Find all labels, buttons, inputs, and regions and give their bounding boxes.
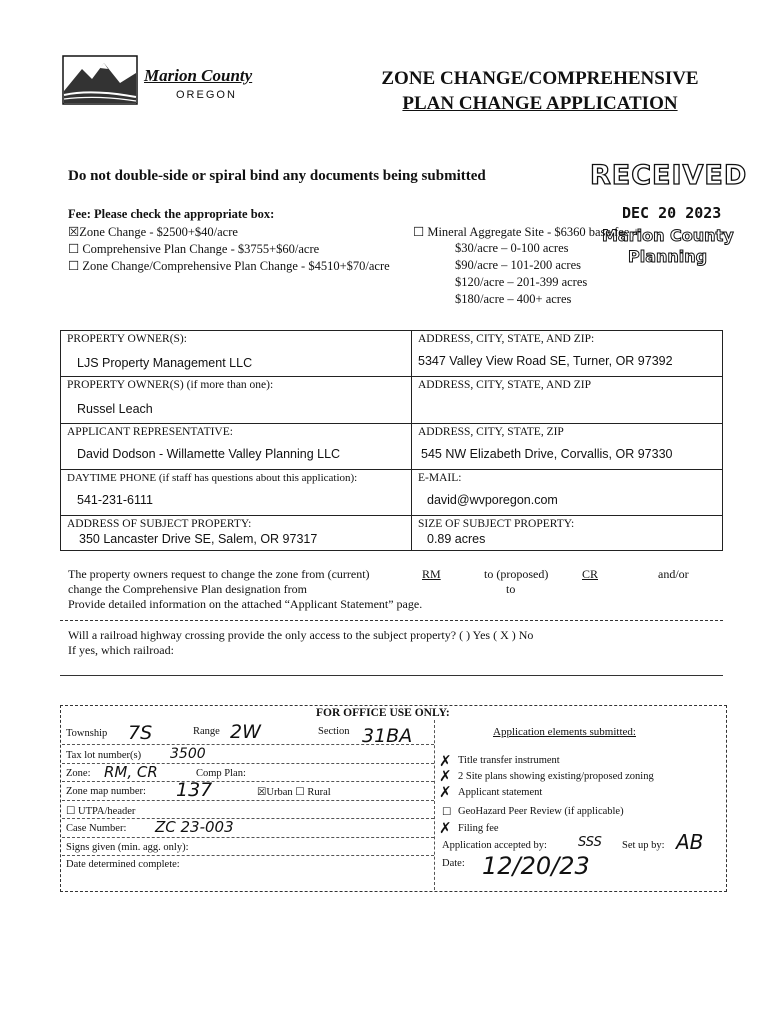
office-use-title: FOR OFFICE USE ONLY: [316,707,450,719]
setup-by-label: Set up by: [622,840,665,851]
accepted-by-label: Application accepted by: [442,840,547,851]
element-item[interactable]: Applicant statement [458,787,543,798]
table-divider [61,515,722,516]
zone-field[interactable]: RM, CR [104,763,158,781]
owner2-label: PROPERTY OWNER(S) (if more than one): [67,379,274,391]
representative-address-field[interactable]: 545 NW Elizabeth Drive, Corvallis, OR 97330 [421,447,673,461]
owner-label: PROPERTY OWNER(S): [67,333,187,345]
elements-label: Application elements submitted: [493,726,636,738]
received-stamp-date: DEC 20 2023 [622,204,722,222]
office-divider [62,855,434,856]
fee-tier: $180/acre – 400+ acres [455,292,572,306]
element-item[interactable]: Title transfer instrument [458,755,560,766]
phone-field[interactable]: 541-231-6111 [77,493,153,507]
representative-address-label: ADDRESS, CITY, STATE, ZIP [418,426,564,438]
proposed-zone-field[interactable]: CR [582,567,599,581]
tax-lot-label: Tax lot number(s) [66,750,142,761]
element-item[interactable]: GeoHazard Peer Review (if applicable) [458,806,624,817]
office-divider [62,818,434,819]
zone-label: Zone: [66,768,91,779]
date-label: Date: [442,858,465,869]
applicant-info-table [60,330,723,551]
zone-map-label: Zone map number: [66,786,146,797]
date-complete-label: Date determined complete: [66,859,180,870]
zone-map-field[interactable]: 137 [176,779,213,801]
check-mark-icon: ✗ [439,783,452,801]
county-state: OREGON [176,89,237,101]
email-label: E-MAIL: [418,472,462,484]
section-field[interactable]: 31BA [362,725,413,747]
range-field[interactable]: 2W [230,721,261,743]
representative-label: APPLICANT REPRESENTATIVE: [67,426,233,438]
office-divider [434,720,435,890]
owner-field[interactable]: LJS Property Management LLC [77,356,253,370]
railroad-question[interactable]: Will a railroad highway crossing provide the only access to the subject property? ( ) Yes ( X ) No [68,628,534,642]
received-stamp-county: Marion County [602,226,734,245]
section-label: Section [318,726,350,737]
signs-label: Signs given (min. agg. only): [66,842,189,853]
check-mark-icon: ✗ [439,819,452,837]
subject-address-label: ADDRESS OF SUBJECT PROPERTY: [67,518,252,530]
accepted-by-field[interactable]: SSS [578,835,602,850]
case-number-label: Case Number: [66,823,127,834]
office-divider [62,781,434,782]
request-text: change the Comprehensive Plan designation from [68,582,307,596]
received-stamp: RECEIVED [590,160,748,191]
representative-field[interactable]: David Dodson - Willamette Valley Planning LLC [77,447,341,461]
phone-label: DAYTIME PHONE (if staff has questions about this application): [67,472,358,484]
owner2-field[interactable]: Russel Leach [77,402,153,416]
utpa-checkbox[interactable]: ☐ UTPA/header [66,806,136,817]
fee-tier: $120/acre – 201-399 acres [455,275,588,289]
current-zone-field[interactable]: RM [422,567,441,581]
empty-checkbox-icon: ☐ [442,807,452,818]
email-field[interactable]: david@wvporegon.com [427,493,558,507]
page-title-line2: PLAN CHANGE APPLICATION [402,93,678,114]
tax-lot-field[interactable]: 3500 [170,746,206,762]
township-label: Township [66,728,108,739]
subject-size-field[interactable]: 0.89 acres [427,532,486,546]
binding-warning: Do not double-side or spiral bind any documents being submitted [68,168,486,184]
check-mark-icon: ✗ [439,752,452,770]
table-divider [61,376,722,377]
date-field[interactable]: 12/20/23 [482,852,590,880]
request-text: to (proposed) [484,567,549,581]
subject-address-field[interactable]: 350 Lancaster Drive SE, Salem, OR 97317 [79,532,318,546]
township-field[interactable]: 7S [128,722,153,744]
office-divider [62,800,434,801]
case-number-field[interactable]: ZC 23-003 [155,818,234,836]
request-text: The property owners request to change the zone from (current) [68,567,370,581]
check-mark-icon: ✗ [439,767,452,785]
county-name: Marion County [144,66,253,85]
fee-comp-plan-checkbox[interactable]: ☐ Comprehensive Plan Change - $3755+$60/acre [68,242,320,256]
setup-by-field[interactable]: AB [676,830,704,854]
received-stamp-dept: Planning [628,247,708,266]
fee-zone-comp-plan-checkbox[interactable]: ☐ Zone Change/Comprehensive Plan Change - $4510+$70/acre [68,259,390,273]
subject-size-label: SIZE OF SUBJECT PROPERTY: [418,518,575,530]
urban-rural-checkbox[interactable]: ☒Urban ☐ Rural [257,787,331,798]
owner-address-label: ADDRESS, CITY, STATE, AND ZIP: [418,333,595,345]
fee-heading: Fee: Please check the appropriate box: [68,207,275,221]
element-item[interactable]: 2 Site plans showing existing/proposed zoning [458,771,654,782]
request-text: Provide detailed information on the attached “Applicant Statement” page. [68,597,423,611]
request-text: to [506,582,516,596]
divider [60,620,723,621]
owner2-address-label: ADDRESS, CITY, STATE, AND ZIP [418,379,591,391]
range-label: Range [193,726,220,737]
fee-mineral-aggregate-checkbox[interactable]: ☐ Mineral Aggregate Site - $6360 base fee + [413,225,640,239]
fee-tier: $30/acre – 0-100 acres [455,241,569,255]
owner-address-field[interactable]: 5347 Valley View Road SE, Turner, OR 97392 [418,354,673,368]
page-title-line1: ZONE CHANGE/COMPREHENSIVE [381,68,699,89]
comp-plan-label: Comp Plan: [196,768,246,779]
element-item[interactable]: Filing fee [458,823,499,834]
fee-zone-change-checkbox[interactable]: ☒Zone Change - $2500+$40/acre [68,225,238,239]
fee-tier: $90/acre – 101-200 acres [455,258,581,272]
railroad-which-field[interactable]: If yes, which railroad: [68,643,174,657]
county-logo-icon [62,55,138,105]
table-divider [61,423,722,424]
divider [60,675,723,676]
table-divider [411,331,412,550]
office-divider [62,837,434,838]
request-text: and/or [658,567,689,581]
table-divider [61,469,722,470]
